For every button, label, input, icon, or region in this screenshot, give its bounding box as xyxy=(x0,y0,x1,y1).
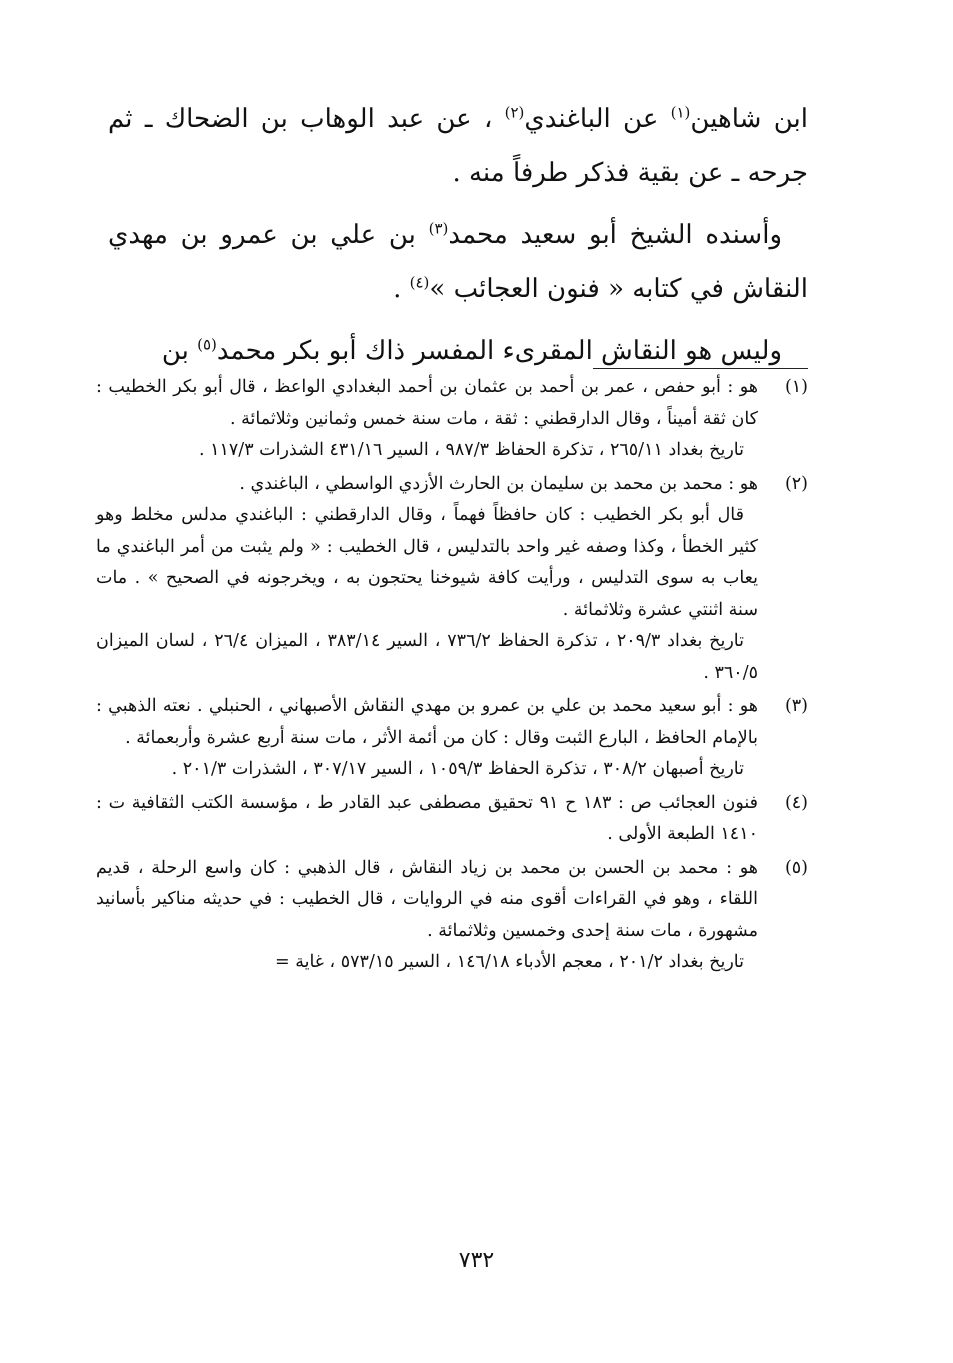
footnote-number: (١) xyxy=(784,377,808,397)
footnote-body xyxy=(96,469,758,690)
footnote-body xyxy=(96,788,758,851)
footnote-number: (٥) xyxy=(784,857,808,878)
footnote-body xyxy=(96,853,758,979)
footnote-paragraph: هو : أبو حفص ، عمر بن أحمد بن عثمان بن أحمد البغدادي الواعظ ، قال أبو بكر الخطيب : كان ثقة أميناً ، وقال الدارقطني : ثقة ، مات سنة خمس وثمانين وثلاثمائة . xyxy=(96,377,758,429)
footnote-ref-2[interactable]: (٢) xyxy=(504,103,525,122)
footnote-ref-4[interactable]: (٤) xyxy=(409,273,430,292)
footnote-paragraph: فنون العجائب ص : ١٨٣ ح ٩١ تحقيق مصطفى عبد القادر ط ، مؤسسة الكتب الثقافية ت : ١٤١٠ الطبعة الأولى . xyxy=(96,792,759,844)
main-text-segment: ابن شاهين xyxy=(690,104,808,134)
main-text-segment: . xyxy=(393,274,410,304)
main-text-segment: بن علي بن عمرو بن مهدي النقاش في كتابه « فنون العجائب » xyxy=(108,220,808,304)
footnote-3 xyxy=(96,691,808,786)
footnote-references: تاريخ أصبهان ٣٠٨/٢ ، تذكرة الحفاظ ١٠٥٩/٣ ، السير ٣٠٧/١٧ ، الشذرات ٢٠١/٣ . xyxy=(171,759,744,779)
footnote-paragraph: هو : محمد بن محمد بن سليمان بن الحارث الأزدي الواسطي ، الباغندي . xyxy=(239,473,758,494)
footnote-number: (٤) xyxy=(784,792,808,813)
main-text xyxy=(108,92,808,386)
footnote-paragraph: هو : محمد بن الحسن بن محمد بن زياد النقاش ، قال الذهبي : كان واسع الرحلة ، قديم اللقاء ، وهو في القراءات أقوى منه في الروايات ، قال الخطيب : في حديثه مناكير بأسانيد مشهورة ، مات سنة إحدى وخمسين وثلاثمائة . xyxy=(96,857,758,941)
main-text-segment: بن xyxy=(161,336,198,366)
main-paragraph-1 xyxy=(108,92,808,200)
footnote-separator xyxy=(593,368,808,369)
footnote-references: تاريخ بغداد ٢٠١/٢ ، معجم الأدباء ١٤٦/١٨ ، السير ٥٧٣/١٥ ، غاية = xyxy=(275,952,744,972)
footnote-body xyxy=(96,372,758,467)
footnote-ref-1[interactable]: (١) xyxy=(670,103,691,122)
main-text-segment: وأسنده الشيخ أبو سعيد محمد xyxy=(448,220,782,250)
main-paragraph-3 xyxy=(108,324,808,378)
main-text-segment: ، عن عبد الوهاب بن الضحاك ـ ثم جرحه ـ عن بقية فذكر طرفاً منه . xyxy=(108,104,808,188)
footnote-paragraph: قال أبو بكر الخطيب : كان حافظاً فهماً ، وقال الدارقطني : الباغندي مدلس مخلط وهو كثير الخطأ ، وكذا وصفه غير واحد بالتدليس ، قال الخطيب : « ولم يثبت من أمر الباغندي ما يعاب به سوى التدليس ، ورأيت كافة شيوخنا يحتجون به ، ويخرجونه في الصحيح » . مات سنة اثنتي عشرة وثلاثمائة . xyxy=(96,505,758,620)
footnote-number: (٢) xyxy=(784,473,808,494)
main-text-segment: عن الباغندي xyxy=(524,104,671,134)
footnote-4 xyxy=(96,788,808,851)
footnote-5 xyxy=(96,853,808,979)
page-number: ٧٣٢ xyxy=(458,1248,495,1273)
footnote-paragraph: هو : أبو سعيد محمد بن علي بن عمرو بن مهدي النقاش الأصبهاني ، الحنبلي . نعته الذهبي : بالإمام الحافظ ، البارع الثبت وقال : كان من أئمة الأثر ، مات سنة أربع عشرة وأربعمائة . xyxy=(96,696,758,748)
footnote-number: (٣) xyxy=(784,696,808,716)
footnote-ref-3[interactable]: (٣) xyxy=(428,219,449,238)
footnote-references: تاريخ بغداد ٢٦٥/١١ ، تذكرة الحفاظ ٩٨٧/٣ ، السير ٤٣١/١٦ الشذرات ١١٧/٣ . xyxy=(198,440,744,460)
footnote-ref-5[interactable]: (٥) xyxy=(197,335,217,354)
main-text-segment: وليس هو النقاش المقرىء المفسر ذاك أبو بكر محمد xyxy=(216,336,782,366)
footnote-body xyxy=(96,691,758,786)
footnote-2 xyxy=(96,469,808,690)
footnote-references: تاريخ بغداد ٢٠٩/٣ ، تذكرة الحفاظ ٧٣٦/٢ ، السير ٣٨٣/١٤ ، الميزان ٢٦/٤ ، لسان الميزان ٣٦٠/٥ . xyxy=(96,631,758,683)
footnotes-section xyxy=(96,372,808,981)
main-paragraph-2 xyxy=(108,208,808,316)
footnote-1 xyxy=(96,372,808,467)
